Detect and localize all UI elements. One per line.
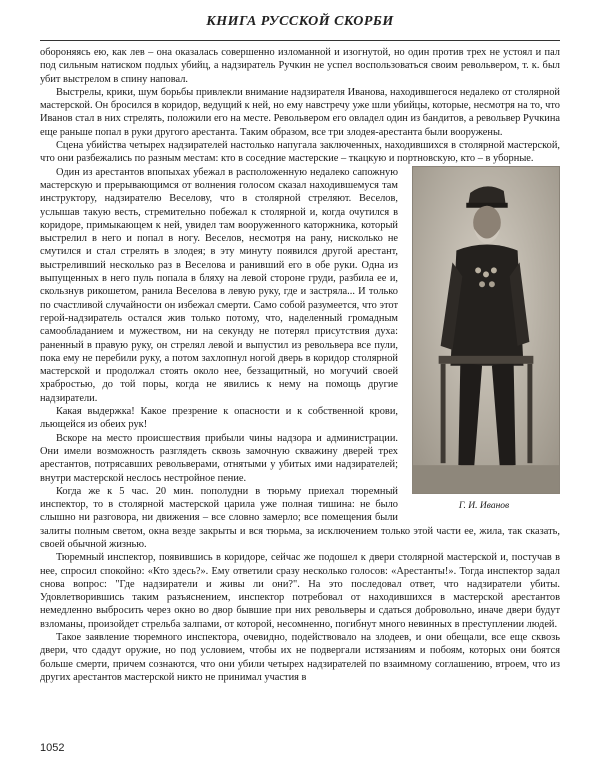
paragraph: Когда же к 5 час. 20 мин. пополудни в тюрьму приехал тюремный инспектор, то в столярной мастерской царила уже полная тишина: не было слышно ни разговора, ни движения – все словно замерло; все помещения были залиты полным светом, окна везде закрыты и вся тюрьма, за исключением только этой части ее, жила, так сказать, своей обычной жизнью. bbox=[40, 485, 560, 550]
paragraph: Тюремный инспектор, появившись в коридоре, сейчас же подошел к двери столярной мастерской и, постучав в нее, спросил спокойно: «Кто здесь?». Ему ответили сразу несколько голосов: «Арестанты!». Тогда инспектор задал снова вопрос: "Где надзиратели и живы ли они?". На это последовал ответ, что надзиратели убиты. Удовлетворившись таким разъяснением, инспектор потребовал от находившихся в мастерской арестантов немедленно выбросить через окно во двор бывшие при них револьверы и сдаться добровольно, иначе двери будут взломаны, произойдет стрельба залпами, от которой, несомненно, погибнут много невинных в преступлении людей. bbox=[40, 552, 560, 630]
portrait-illustration bbox=[413, 167, 559, 493]
paragraph: Один из арестантов впопыхах убежал в расположенную недалеко сапожную мастерскую и прерывающимся от волнения голосом сказал находившемуся там инструктору, надзирателю Веселову, что в столярной стреляют. Веселов, услышав такую весть, стремительно побежал к столярной и, когда очутился в коридоре, примыкающем к ней, увидел там вооруженного каторжника, который выстрелил в него и попал в ногу. Веселов, несмотря на рану, нисколько не смутился и стал стрелять в злодея; в эту минуту появился другой арестант, выстреливший несколько раз в Веселова и ранивший его в обе руки. Одна из выпущенных в него пуль попала в бляху на левой стороне груди, разбила ее и, скользнув рикошетом, ранила Веселова в левую руку, где и застряла... И только по счастливой случайности он избежал смерти. Само собой разумеется, что этот герой-надзиратель остался жив только потому, что, наделенный громадным самообладанием и мужеством, ни на секунду не потерял присутствия духа: раненный в правую руку, он стрелял левой и выпустил из револьвера все пули, пока ему не перебили руку, а потом захлопнул ногой дверь в коридор столярной мастерской и продолжал стоять около нее, беззащитный, но могучий своей храбростью, до той поры, когда не явились к нему на помощь другие надзиратели. bbox=[40, 166, 398, 404]
body-text bbox=[40, 46, 560, 684]
figure bbox=[408, 166, 560, 513]
paragraph: Выстрелы, крики, шум борьбы привлекли внимание надзирателя Иванова, находившегося недалеко от столярной мастерской. Он бросился в коридор, ведущий к ней, но ему навстречу уже шли убийцы, которые, несмотря на то, что Иванов стал в них стрелять, положили его на месте. Револьвером его овладел один из бандитов, а револьвер Ручкина еще раньше попал в руки другого арестанта. Таким образом, все три злодея-арестанта были вооружены. bbox=[40, 86, 560, 138]
paragraph: обороняясь ею, как лев – она оказалась совершенно изломанной и изогнутой, но один против трех не устоял и пал под сильным натиском подлых убийц, а надзиратель Ручкин не успел воспользоваться своим револьвером, т. к. был убит выстрелом в спину наповал. bbox=[40, 47, 560, 85]
paragraph: Вскоре на место происшествия прибыли чины надзора и администрации. Они имели возможность разглядеть сквозь замочную скважину дверей трех арестантов, потрясавших револьверами, отнятыми у убитых ими надзирателей; внутри мастерской неслось нестройное пение. bbox=[40, 432, 398, 484]
header-rule bbox=[40, 40, 560, 41]
running-header: КНИГА РУССКОЙ СКОРБИ bbox=[206, 14, 394, 29]
photo-caption: Г. И. Иванов bbox=[458, 500, 510, 511]
paragraph: Какая выдержка! Какое презрение к опасности и к собственной крови, льющейся из обеих рук! bbox=[40, 406, 398, 431]
paragraph: Такое заявление тюремного инспектора, очевидно, подействовало на злодеев, и они обещали, все еще сквозь двери, что сдадут оружие, но под условием, чтобы их не подвергали истязаниям и побоям, которых они боятся больше смерти, причем сознаются, что они убили четырех надзирателей по взаимному соглашению, втроем, что из других арестантов мастерской никто не принимал участия в bbox=[40, 632, 560, 683]
page-number: 1052 bbox=[40, 742, 65, 754]
paragraph: Сцена убийства четырех надзирателей настолько напугала заключенных, находившихся в столярной мастерской, что они разбежались по разным местам: кто в соседние мастерские – ткацкую и портновскую, кто – в уборные. bbox=[40, 140, 560, 165]
portrait-photo bbox=[412, 166, 560, 494]
